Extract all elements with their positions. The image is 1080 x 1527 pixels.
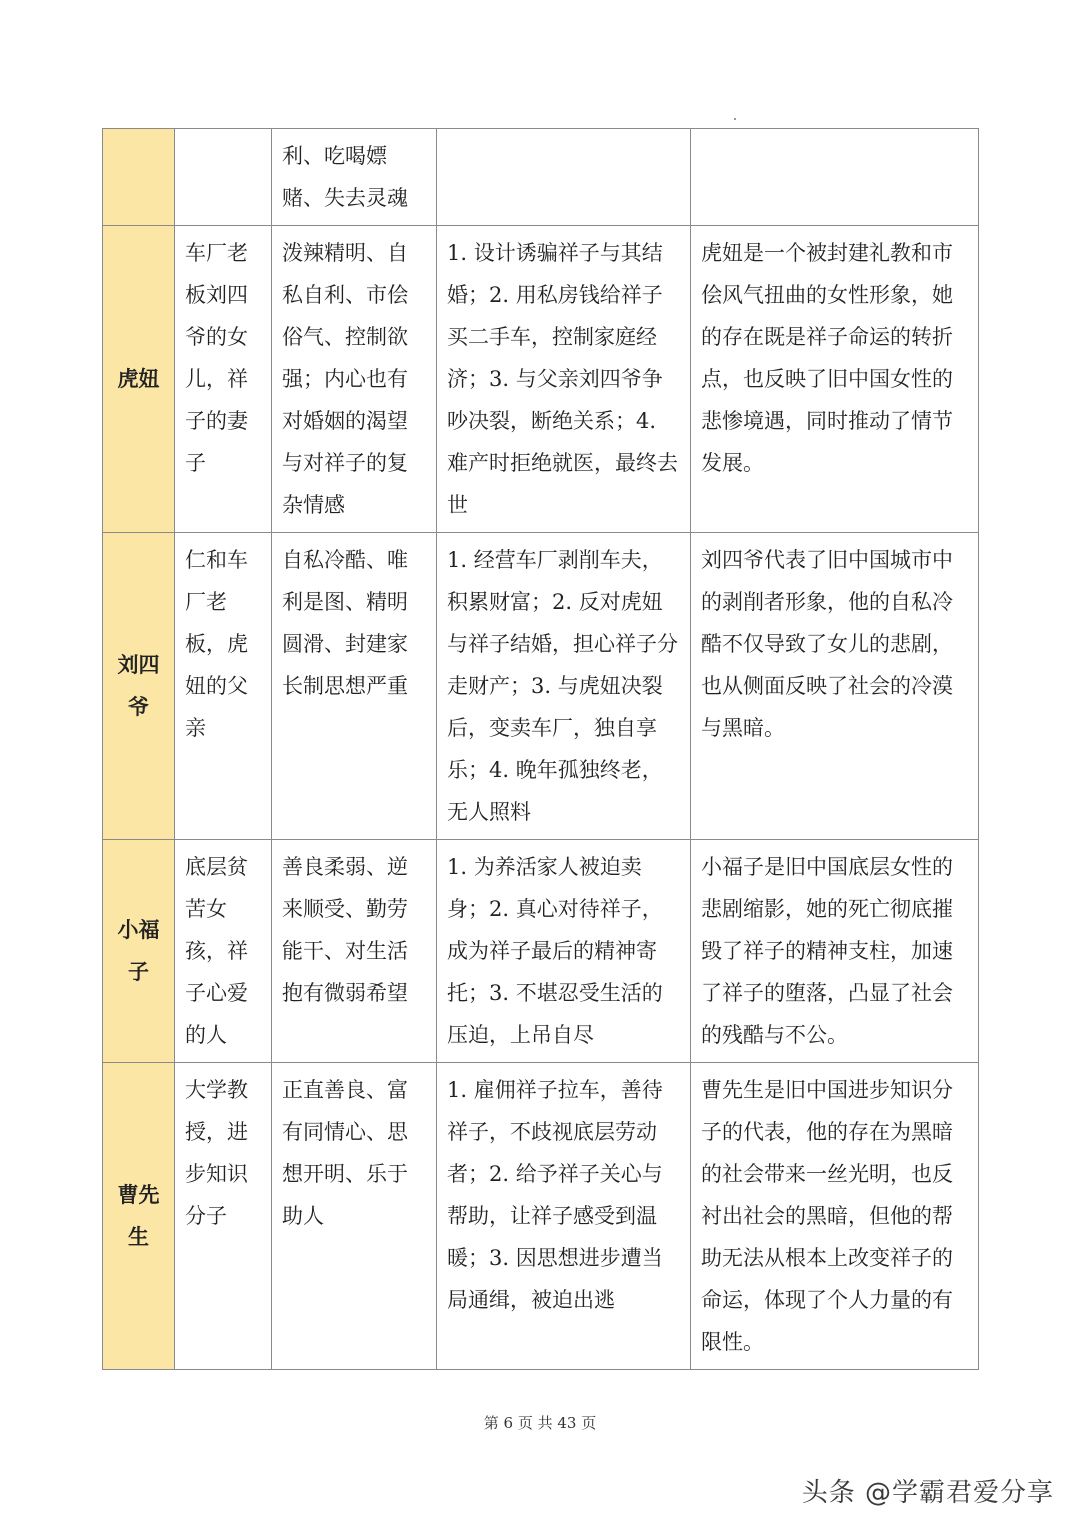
meaning-cell: 小福子是旧中国底层女性的悲剧缩影，她的死亡彻底摧毁了祥子的精神支柱，加速了祥子的堕落，凸显了社会的残酷与不公。	[691, 840, 979, 1063]
character-name-cell: 小福子	[103, 840, 175, 1063]
traits-cell: 自私冷酷、唯利是图、精明圆滑、封建家长制思想严重	[272, 533, 437, 840]
identity-cell: 底层贫苦女孩，祥子心爱的人	[175, 840, 272, 1063]
events-cell: 1. 设计诱骗祥子与其结婚；2. 用私房钱给祥子买二手车，控制家庭经济；3. 与父亲刘四爷争吵决裂，断绝关系；4. 难产时拒绝就医，最终去世	[437, 226, 691, 533]
identity-cell: 仁和车厂老板，虎妞的父亲	[175, 533, 272, 840]
character-table	[102, 128, 979, 1370]
events-cell: 1. 雇佣祥子拉车，善待祥子，不歧视底层劳动者；2. 给予祥子关心与帮助，让祥子感受到温暖；3. 因思想进步遭当局通缉，被迫出逃	[437, 1063, 691, 1370]
identity-cell: 车厂老板刘四爷的女儿，祥子的妻子	[175, 226, 272, 533]
traits-cell: 泼辣精明、自私自利、市侩俗气、控制欲强；内心也有对婚姻的渴望与对祥子的复杂情感	[272, 226, 437, 533]
table-row	[103, 1063, 979, 1370]
character-name-cell: 虎妞	[103, 226, 175, 533]
table-row	[103, 129, 979, 226]
events-cell: 1. 经营车厂剥削车夫，积累财富；2. 反对虎妞与祥子结婚，担心祥子分走财产；3. 与虎妞决裂后，变卖车厂，独自享乐；4. 晚年孤独终老，无人照料	[437, 533, 691, 840]
meaning-cell: 刘四爷代表了旧中国城市中的剥削者形象，他的自私冷酷不仅导致了女儿的悲剧，也从侧面反映了社会的冷漠与黑暗。	[691, 533, 979, 840]
meaning-cell: 虎妞是一个被封建礼教和市侩风气扭曲的女性形象，她的存在既是祥子命运的转折点，也反映了旧中国女性的悲惨境遇，同时推动了情节发展。	[691, 226, 979, 533]
table-row	[103, 226, 979, 533]
traits-cell: 善良柔弱、逆来顺受、勤劳能干、对生活抱有微弱希望	[272, 840, 437, 1063]
traits-cell: 正直善良、富有同情心、思想开明、乐于助人	[272, 1063, 437, 1370]
meaning-cell: 曹先生是旧中国进步知识分子的代表，他的存在为黑暗的社会带来一丝光明，也反衬出社会的黑暗，但他的帮助无法从根本上改变祥子的命运，体现了个人力量的有限性。	[691, 1063, 979, 1370]
character-name-cell: 刘四爷	[103, 533, 175, 840]
character-name-cell: 曹先生	[103, 1063, 175, 1370]
character-name-cell	[103, 129, 175, 226]
page-number: 第 6 页 共 43 页	[483, 1414, 597, 1432]
scan-dot	[734, 118, 736, 120]
events-cell: 1. 为养活家人被迫卖身；2. 真心对待祥子，成为祥子最后的精神寄托；3. 不堪忍受生活的压迫，上吊自尽	[437, 840, 691, 1063]
table-row	[103, 840, 979, 1063]
traits-cell: 利、吃喝嫖赌、失去灵魂	[272, 129, 437, 226]
meaning-cell	[691, 129, 979, 226]
table-row	[103, 533, 979, 840]
identity-cell	[175, 129, 272, 226]
identity-cell: 大学教授，进步知识分子	[175, 1063, 272, 1370]
events-cell	[437, 129, 691, 226]
watermark: 头条 @学霸君爱分享	[801, 1478, 1054, 1508]
